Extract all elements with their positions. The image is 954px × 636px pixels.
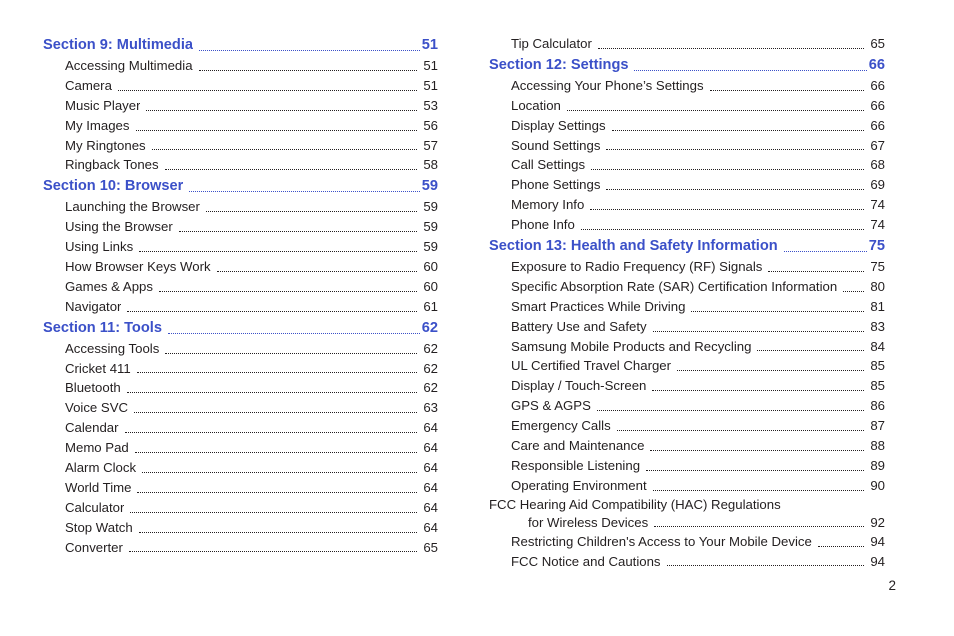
toc-entry[interactable] (489, 496, 885, 514)
toc-page-number: 83 (870, 318, 885, 334)
toc-entry-label: Voice SVC (65, 400, 129, 416)
toc-entry-label: Section 12: Settings (489, 56, 629, 73)
toc-entry[interactable] (43, 136, 438, 156)
toc-entry[interactable] (43, 378, 438, 398)
toc-page-number: 63 (423, 400, 438, 416)
toc-entry-label: Accessing Your Phone’s Settings (511, 77, 704, 93)
toc-entry[interactable] (43, 418, 438, 438)
dot-leader (146, 110, 417, 111)
toc-entry-label: Cricket 411 (65, 360, 131, 376)
toc-page-number: 51 (423, 57, 438, 73)
dot-leader (199, 50, 420, 51)
toc-entry[interactable] (489, 356, 885, 376)
toc-entry-label: Exposure to Radio Frequency (RF) Signals (511, 259, 763, 274)
dot-leader (768, 271, 864, 272)
dot-leader (597, 410, 864, 411)
toc-page-number: 59 (423, 239, 438, 255)
toc-entry-label: Emergency Calls (511, 418, 611, 434)
toc-entry[interactable] (43, 518, 438, 538)
dot-leader (581, 229, 865, 230)
toc-page-number: 94 (870, 533, 885, 549)
toc-page-number: 62 (421, 319, 438, 336)
toc-entry-label: Memo Pad (65, 440, 129, 456)
toc-entry-label: Accessing Tools (65, 340, 160, 356)
page-number: 2 (888, 578, 896, 593)
toc-page-number: 64 (423, 499, 438, 515)
toc-entry[interactable] (489, 277, 885, 297)
toc-page-number: 90 (870, 477, 885, 493)
toc-entry-label: Phone Settings (511, 177, 601, 193)
dot-leader (784, 251, 867, 252)
toc-entry[interactable] (489, 396, 885, 416)
dot-leader (606, 189, 864, 190)
toc-section-heading[interactable] (489, 235, 885, 257)
toc-entry-label: Restricting Children's Access to Your Mobile Device (511, 533, 812, 549)
toc-entry-label: for Wireless Devices (528, 514, 649, 530)
toc-section-heading[interactable] (43, 175, 438, 197)
toc-page-number: 60 (423, 259, 438, 274)
toc-entry[interactable] (43, 197, 438, 217)
toc-entry[interactable] (43, 237, 438, 257)
dot-leader (118, 90, 417, 91)
toc-page-number: 80 (870, 278, 885, 294)
toc-entry-label: Smart Practices While Driving (511, 298, 686, 314)
toc-entry[interactable] (43, 76, 438, 96)
toc-page-number: 66 (870, 117, 885, 133)
dot-leader (650, 450, 864, 451)
dot-leader (757, 350, 864, 351)
dot-leader (653, 490, 865, 491)
dot-leader (139, 532, 418, 533)
toc-page-number: 85 (870, 358, 885, 374)
toc-page-number: 65 (870, 35, 885, 51)
dot-leader (130, 512, 417, 513)
toc-right-column (489, 34, 885, 571)
toc-entry[interactable] (43, 398, 438, 418)
toc-entry[interactable] (489, 195, 885, 215)
toc-entry-label: Bluetooth (65, 380, 121, 396)
dot-leader (165, 169, 418, 170)
toc-entry[interactable] (489, 436, 885, 456)
toc-page-number: 59 (421, 178, 438, 195)
toc-entry-label: Tip Calculator (511, 35, 592, 51)
toc-page-number: 51 (421, 37, 438, 53)
toc-entry[interactable] (489, 215, 885, 235)
toc-entry-label: Section 11: Tools (43, 319, 162, 336)
toc-page-number: 84 (870, 338, 885, 354)
toc-page-number: 64 (423, 440, 438, 456)
toc-page-number: 92 (870, 514, 885, 530)
dot-leader (129, 551, 417, 552)
toc-entry-label: Using Links (65, 239, 134, 255)
toc-entry-label: Display Settings (511, 117, 606, 133)
toc-section-heading[interactable] (43, 317, 438, 339)
toc-entry[interactable] (489, 552, 885, 572)
toc-entry-label: Navigator (65, 298, 122, 314)
toc-entry[interactable] (43, 116, 438, 136)
toc-entry-label: Converter (65, 539, 123, 555)
dot-leader (189, 191, 419, 192)
toc-page-number: 67 (870, 137, 885, 153)
toc-entry[interactable] (43, 359, 438, 379)
toc-entry[interactable] (489, 96, 885, 116)
toc-entry-label: Using the Browser (65, 219, 173, 235)
toc-entry-label: Section 13: Health and Safety Information (489, 238, 778, 255)
toc-page-number: 74 (870, 217, 885, 233)
toc-page-number: 66 (870, 77, 885, 93)
toc-entry-label: Section 9: Multimedia (43, 37, 194, 53)
toc-page-number: 60 (423, 278, 438, 294)
toc-page-number: 89 (870, 457, 885, 473)
toc-entry[interactable] (489, 514, 885, 532)
toc-entry[interactable] (43, 217, 438, 237)
dot-leader (135, 452, 418, 453)
toc-page-number: 64 (423, 420, 438, 436)
toc-entry-label: Ringback Tones (65, 157, 159, 173)
dot-leader (199, 70, 418, 71)
toc-page-number: 87 (870, 418, 885, 434)
dot-leader (646, 470, 864, 471)
toc-entry-label: Music Player (65, 97, 141, 113)
toc-entry-label: Display / Touch-Screen (511, 378, 647, 394)
toc-entry-label: Launching the Browser (65, 199, 200, 215)
toc-entry-label: Care and Maintenance (511, 438, 645, 454)
toc-entry[interactable] (489, 476, 885, 496)
dot-leader (127, 392, 418, 393)
dot-leader (125, 432, 418, 433)
toc-entry[interactable] (489, 376, 885, 396)
toc-entry-label: Alarm Clock (65, 460, 137, 476)
toc-entry-label: Phone Info (511, 217, 575, 233)
toc-entry-label: Camera (65, 77, 112, 93)
dot-leader (617, 430, 865, 431)
dot-leader (843, 291, 864, 292)
dot-leader (179, 231, 418, 232)
toc-entry[interactable] (43, 96, 438, 116)
toc-entry[interactable] (489, 34, 885, 54)
toc-entry[interactable] (489, 116, 885, 136)
toc-page-number: 53 (423, 97, 438, 113)
toc-page-number: 75 (868, 238, 885, 255)
dot-leader (139, 251, 417, 252)
toc-section-heading[interactable] (43, 34, 438, 56)
toc-entry-label: Calendar (65, 420, 119, 436)
toc-entry-label: Accessing Multimedia (65, 57, 193, 73)
toc-entry[interactable] (489, 532, 885, 552)
toc-page-number: 75 (870, 259, 885, 274)
toc-entry-label: Call Settings (511, 157, 586, 173)
toc-page-number: 68 (870, 157, 885, 173)
toc-page-number: 65 (423, 539, 438, 555)
toc-entry[interactable] (489, 257, 885, 277)
toc-entry[interactable] (489, 136, 885, 156)
toc-page-number: 57 (423, 137, 438, 153)
toc-page-number: 61 (423, 298, 438, 314)
toc-page-number: 66 (870, 97, 885, 113)
toc-entry-label: Location (511, 97, 561, 113)
toc-page-number: 86 (870, 398, 885, 414)
toc-entry[interactable] (43, 538, 438, 558)
toc-entry-label: Calculator (65, 499, 125, 515)
toc-entry-label: Responsible Listening (511, 457, 641, 473)
dot-leader (818, 546, 864, 547)
dot-leader (152, 149, 418, 150)
toc-section-heading[interactable] (489, 54, 885, 76)
dot-leader (591, 169, 864, 170)
dot-leader (654, 526, 864, 527)
toc-page-number: 85 (870, 378, 885, 394)
toc-entry-label: FCC Hearing Aid Compatibility (HAC) Regulations (489, 496, 781, 512)
toc-page-number: 62 (423, 380, 438, 396)
dot-leader (667, 565, 865, 566)
toc-page-number: 66 (868, 56, 885, 73)
toc-entry-label: GPS & AGPS (511, 398, 591, 414)
dot-leader (691, 311, 864, 312)
toc-page-number: 51 (423, 77, 438, 93)
toc-entry[interactable] (43, 277, 438, 297)
toc-page-number: 64 (423, 519, 438, 535)
dot-leader (590, 209, 864, 210)
toc-entry[interactable] (489, 337, 885, 357)
toc-entry[interactable] (489, 416, 885, 436)
toc-page-number: 81 (870, 298, 885, 314)
dot-leader (165, 353, 417, 354)
toc-entry[interactable] (43, 478, 438, 498)
dot-leader (612, 130, 865, 131)
dot-leader (127, 311, 417, 312)
toc-entry[interactable] (43, 257, 438, 277)
toc-page-number: 64 (423, 460, 438, 476)
toc-page-number: 62 (423, 360, 438, 376)
toc-page-number: 59 (423, 199, 438, 215)
toc-entry-label: How Browser Keys Work (65, 259, 211, 274)
toc-entry-label: Sound Settings (511, 137, 601, 153)
toc-entry-label: FCC Notice and Cautions (511, 553, 661, 569)
toc-entry-label: My Ringtones (65, 137, 146, 153)
toc-entry-label: World Time (65, 479, 132, 495)
toc-page-number: 94 (870, 553, 885, 569)
toc-page-number: 59 (423, 219, 438, 235)
toc-page-number: 56 (423, 117, 438, 133)
toc-entry[interactable] (43, 339, 438, 359)
dot-leader (137, 492, 417, 493)
toc-entry-label: Samsung Mobile Products and Recycling (511, 338, 752, 354)
dot-leader (142, 472, 417, 473)
toc-entry[interactable] (489, 456, 885, 476)
toc-entry-label: UL Certified Travel Charger (511, 358, 672, 374)
dot-leader (653, 331, 865, 332)
toc-entry-label: Stop Watch (65, 519, 133, 535)
toc-page-number: 62 (423, 340, 438, 356)
dot-leader (137, 372, 418, 373)
toc-entry-label: Section 10: Browser (43, 178, 184, 195)
dot-leader (606, 149, 864, 150)
toc-entry[interactable] (489, 297, 885, 317)
toc-entry[interactable] (43, 297, 438, 317)
toc-entry-label: Games & Apps (65, 278, 153, 294)
toc-entry[interactable] (43, 498, 438, 518)
toc-entry-label: Operating Environment (511, 477, 647, 493)
toc-entry[interactable] (43, 438, 438, 458)
dot-leader (168, 333, 420, 334)
dot-leader (136, 130, 418, 131)
toc-page-number: 74 (870, 197, 885, 213)
toc-entry-label: Specific Absorption Rate (SAR) Certification Information (511, 278, 838, 294)
toc-entry[interactable] (43, 458, 438, 478)
dot-leader (217, 271, 418, 272)
toc-page-number: 64 (423, 479, 438, 495)
toc-entry[interactable] (43, 155, 438, 175)
toc-page-number: 88 (870, 438, 885, 454)
toc-entry-label: My Images (65, 117, 130, 133)
toc-entry[interactable] (489, 317, 885, 337)
dot-leader (652, 390, 864, 391)
toc-entry-label: Memory Info (511, 197, 585, 213)
toc-entry[interactable] (489, 76, 885, 96)
dot-leader (206, 211, 417, 212)
dot-leader (567, 110, 864, 111)
toc-entry[interactable] (43, 56, 438, 76)
dot-leader (159, 291, 417, 292)
dot-leader (677, 370, 864, 371)
toc-left-column (43, 34, 438, 557)
toc-page-number: 58 (423, 157, 438, 173)
dot-leader (134, 412, 417, 413)
dot-leader (634, 70, 866, 71)
toc-entry-label: Battery Use and Safety (511, 318, 647, 334)
dot-leader (710, 90, 865, 91)
toc-entry[interactable] (489, 155, 885, 175)
dot-leader (598, 48, 864, 49)
toc-entry[interactable] (489, 175, 885, 195)
toc-page-number: 69 (870, 177, 885, 193)
